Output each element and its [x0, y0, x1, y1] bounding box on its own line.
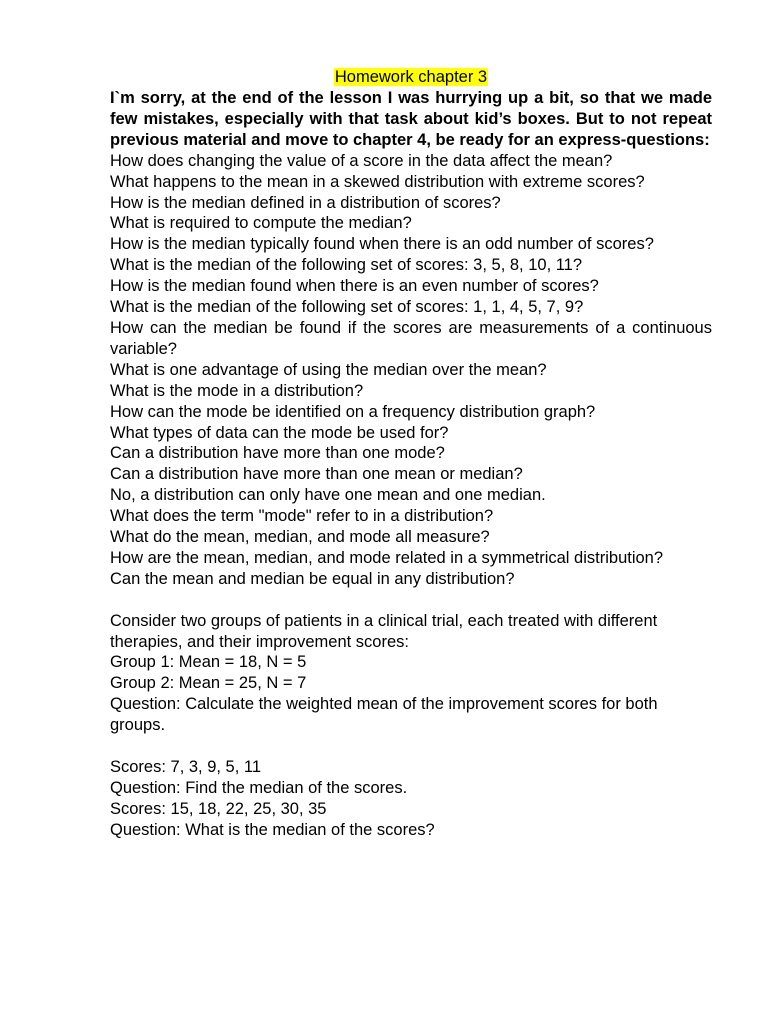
trial-group-2: Group 2: Mean = 25, N = 7 [110, 674, 307, 693]
scores-section [110, 757, 712, 841]
title-row [110, 67, 712, 88]
document-page [110, 67, 712, 841]
trial-intro: Consider two groups of patients in a clinical trial, each treated with different therapies, and their improvement scores: [110, 611, 658, 651]
question-item: How is the median found when there is an even number of scores? [110, 277, 599, 296]
scores-question-1: Question: Find the median of the scores. [110, 778, 408, 797]
question-item: What does the term "mode" refer to in a distribution? [110, 507, 494, 526]
clinical-trial-section [110, 611, 712, 736]
question-item: Can a distribution have more than one mean or median? [110, 465, 523, 484]
question-item: Can a distribution have more than one mode? [110, 444, 445, 463]
question-item: What is required to compute the median? [110, 214, 412, 233]
question-list [110, 151, 712, 590]
question-item: How can the mode be identified on a frequency distribution graph? [110, 402, 596, 421]
question-item: What is the mode in a distribution? [110, 381, 364, 400]
blank-line [110, 590, 712, 611]
question-item: What types of data can the mode be used for? [110, 423, 449, 442]
question-item: What is the median of the following set of scores: 3, 5, 8, 10, 11? [110, 256, 583, 275]
trial-question: Question: Calculate the weighted mean of the improvement scores for both groups. [110, 695, 658, 735]
scores-question-2: Question: What is the median of the scores? [110, 820, 435, 839]
blank-line [110, 736, 712, 757]
question-item: What happens to the mean in a skewed distribution with extreme scores? [110, 172, 645, 191]
question-item: How are the mean, median, and mode related in a symmetrical distribution? [110, 548, 664, 567]
question-item: No, a distribution can only have one mean and one median. [110, 486, 546, 505]
question-item: How is the median defined in a distribution of scores? [110, 193, 501, 212]
scores-set-1: Scores: 7, 3, 9, 5, 11 [110, 757, 262, 776]
trial-group-1: Group 1: Mean = 18, N = 5 [110, 653, 307, 672]
intro-paragraph: I`m sorry, at the end of the lesson I was hurrying up a bit, so that we made few mistakes, especially with that task about kid’s boxes. But to not repeat previous material and move to chapter 4, be ready for an express-questions: [110, 89, 712, 149]
question-item: How is the median typically found when there is an odd number of scores? [110, 235, 654, 254]
question-item: How can the median be found if the scores are measurements of a continuous variable? [110, 318, 712, 358]
question-item: What is one advantage of using the median over the mean? [110, 360, 547, 379]
scores-set-2: Scores: 15, 18, 22, 25, 30, 35 [110, 799, 327, 818]
question-item: What do the mean, median, and mode all measure? [110, 528, 490, 547]
question-item: Can the mean and median be equal in any distribution? [110, 569, 515, 588]
question-item: What is the median of the following set of scores: 1, 1, 4, 5, 7, 9? [110, 298, 584, 317]
question-item: How does changing the value of a score in the data affect the mean? [110, 151, 613, 170]
document-title: Homework chapter 3 [334, 68, 488, 86]
